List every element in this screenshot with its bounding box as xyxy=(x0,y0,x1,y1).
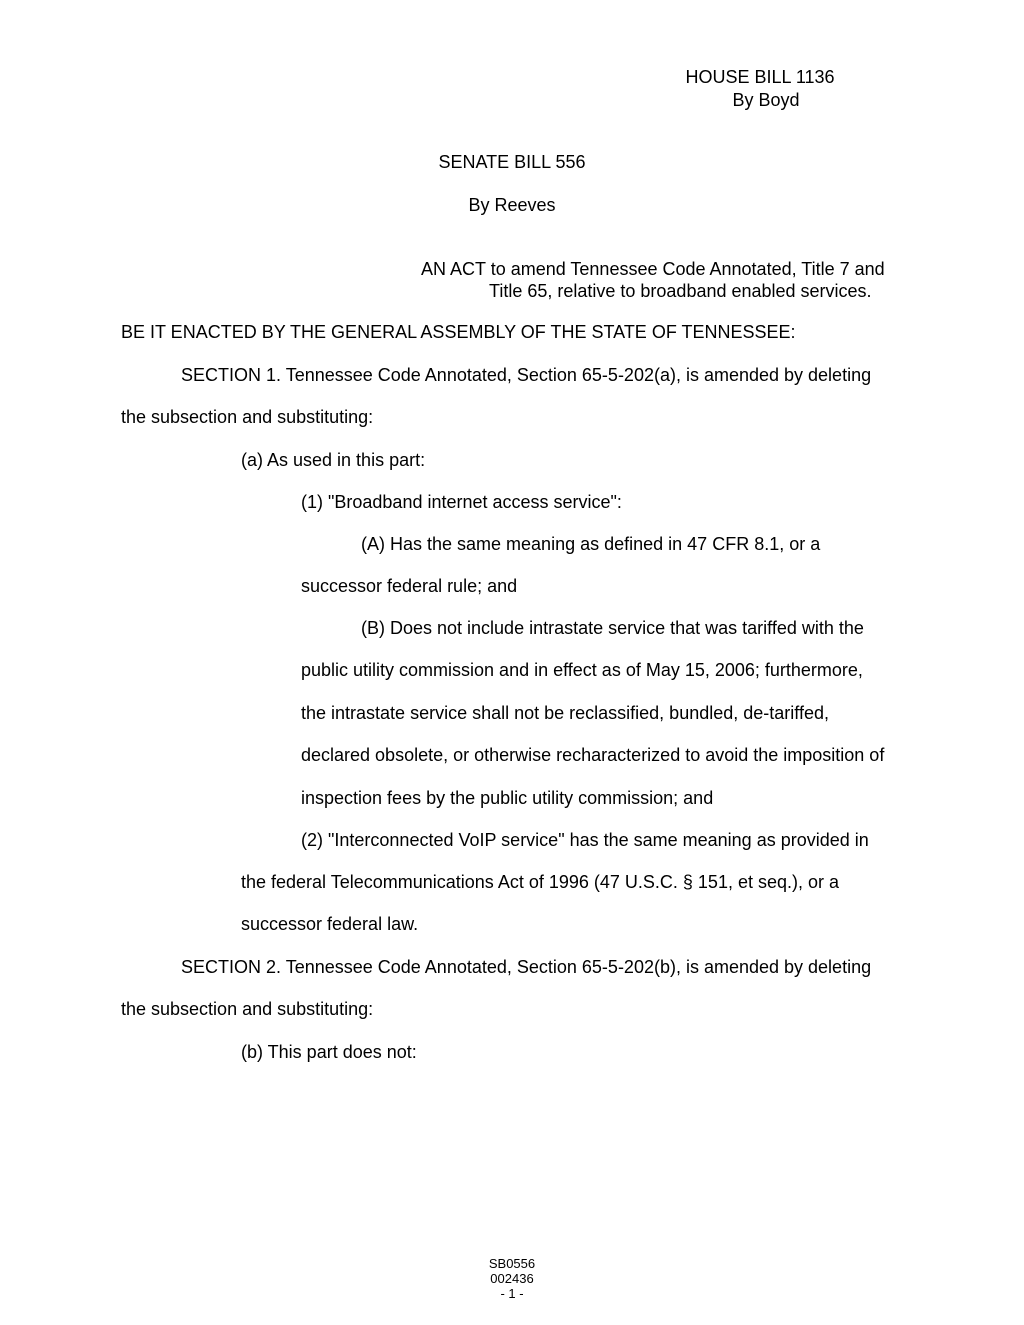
body-line: SECTION 1. Tennessee Code Annotated, Section 65-5-202(a), is amended by deleting xyxy=(181,365,872,385)
body-line: successor federal law. xyxy=(241,914,419,934)
body-line: (A) Has the same meaning as defined in 47 CFR 8.1, or a xyxy=(361,534,821,554)
senate-bill-sponsor: By Reeves xyxy=(468,195,556,215)
senate-bill-number: SENATE BILL 556 xyxy=(438,152,586,172)
body-line: (b) This part does not: xyxy=(241,1042,417,1062)
caption-line-2: Title 65, relative to broadband enabled services. xyxy=(489,281,872,301)
body-line: SECTION 2. Tennessee Code Annotated, Section 65-5-202(b), is amended by deleting xyxy=(181,957,872,977)
body-line: the subsection and substituting: xyxy=(121,407,374,427)
house-bill-number: HOUSE BILL 1136 xyxy=(685,67,835,87)
body-line: the intrastate service shall not be reclassified, bundled, de-tariffed, xyxy=(301,703,829,723)
body-line: the federal Telecommunications Act of 1996 (47 U.S.C. § 151, et seq.), or a xyxy=(241,872,839,892)
footer-bill-code: SB0556 xyxy=(488,1256,536,1271)
body-line: (2) "Interconnected VoIP service" has the same meaning as provided in xyxy=(301,830,869,850)
body-line: (a) As used in this part: xyxy=(241,450,426,470)
body-line: inspection fees by the public utility commission; and xyxy=(301,788,714,808)
body-line: (1) "Broadband internet access service": xyxy=(301,492,622,512)
body-line: (B) Does not include intrastate service that was tariffed with the xyxy=(361,618,864,638)
body-line: declared obsolete, or otherwise recharacterized to avoid the imposition of xyxy=(301,745,885,765)
body-line: successor federal rule; and xyxy=(301,576,518,596)
body-line: the subsection and substituting: xyxy=(121,999,374,1019)
footer-doc-number: 002436 xyxy=(490,1271,534,1286)
footer-page-number: - 1 - xyxy=(500,1286,524,1301)
caption-line-1: AN ACT to amend Tennessee Code Annotated, Title 7 and xyxy=(421,259,885,279)
enacting-clause: BE IT ENACTED BY THE GENERAL ASSEMBLY OF THE STATE OF TENNESSEE: xyxy=(121,322,796,342)
house-bill-sponsor: By Boyd xyxy=(732,90,800,110)
body-line: public utility commission and in effect as of May 15, 2006; furthermore, xyxy=(301,660,863,680)
